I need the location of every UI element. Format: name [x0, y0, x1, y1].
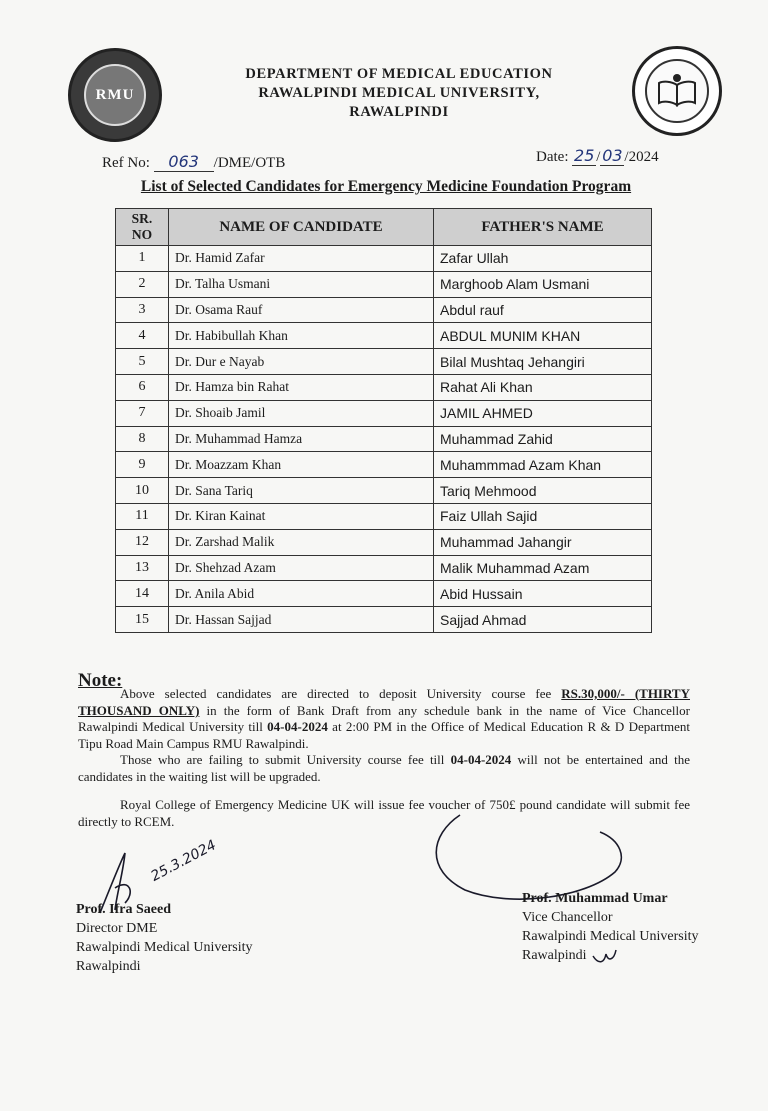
note-text: Above selected candidates are directed to deposit University course fee — [120, 686, 562, 701]
table-row — [116, 349, 652, 375]
director-name: Prof. Ifra Saeed — [76, 902, 171, 917]
fee-amount-words: THOUSAND ONLY) — [78, 703, 200, 718]
candidate-name-cell: Dr. Shoaib Jamil — [169, 400, 434, 426]
candidate-name-cell: Dr. Osama Rauf — [169, 297, 434, 323]
father-name-cell: Sajjad Ahmad — [434, 607, 652, 633]
vc-name: Prof. Muhammad Umar — [522, 891, 668, 906]
header-city: RAWALPINDI — [349, 104, 449, 120]
vc-initial-scribble — [590, 946, 618, 966]
deadline-date: 04-04-2024 — [450, 752, 512, 767]
father-name-cell: Tariq Mehmood — [434, 478, 652, 504]
sr-cell: 5 — [116, 349, 169, 375]
date-month: 03 — [602, 146, 623, 165]
signature-block-director — [76, 900, 253, 976]
handwritten-sign-date: 25.3.2024 — [148, 837, 219, 885]
table-row — [116, 581, 652, 607]
vc-title: Vice Chancellor — [522, 910, 613, 925]
sr-cell: 1 — [116, 246, 169, 272]
candidate-name-cell: Dr. Anila Abid — [169, 581, 434, 607]
candidates-table — [115, 208, 652, 633]
sr-cell: 11 — [116, 503, 169, 529]
father-name-cell: Malik Muhammad Azam — [434, 555, 652, 581]
date-year: /2024 — [624, 149, 659, 165]
vc-city — [522, 946, 699, 966]
table-row — [116, 271, 652, 297]
note-text: Royal College of Emergency Medicine UK will issue fee voucher of 750£ pound candidate will submit fee — [120, 797, 690, 812]
table-row — [116, 323, 652, 349]
candidate-name-cell: Dr. Kiran Kainat — [169, 503, 434, 529]
sr-cell: 14 — [116, 581, 169, 607]
table-row — [116, 246, 652, 272]
header-father-name: FATHER'S NAME — [434, 209, 652, 246]
father-name-cell: JAMIL AHMED — [434, 400, 652, 426]
father-name-cell: Marghoob Alam Usmani — [434, 271, 652, 297]
note-text: will not be entertained and the — [511, 752, 690, 767]
father-name-cell: Abid Hussain — [434, 581, 652, 607]
vc-city-text: Rawalpindi — [522, 948, 587, 964]
table-row — [116, 529, 652, 555]
vc-org: Rawalpindi Medical University — [522, 929, 699, 944]
father-name-cell: Muhammad Jahangir — [434, 529, 652, 555]
document-date: Date: 25 / 03 /2024 — [536, 146, 659, 165]
father-name-cell: Faiz Ullah Sajid — [434, 503, 652, 529]
note-text: in the form of Bank Draft from any schedule bank in the name of Vice Chancellor — [199, 703, 690, 718]
note-paragraph-1-line-2 — [78, 703, 690, 719]
header-sr-no: SR. NO — [116, 209, 169, 246]
note-title: Note: — [78, 670, 123, 691]
table-row — [116, 607, 652, 633]
table-header-row — [116, 209, 652, 246]
sr-cell: 6 — [116, 374, 169, 400]
sr-cell: 15 — [116, 607, 169, 633]
father-name-cell: Abdul rauf — [434, 297, 652, 323]
seal-monogram: RMU — [84, 64, 146, 126]
note-text: at 2:00 PM in the Office of Medical Education R & D Department — [327, 719, 690, 734]
candidate-name-cell: Dr. Hamza bin Rahat — [169, 374, 434, 400]
date-label: Date: — [536, 149, 569, 165]
note-paragraph-3-line-2: directly to RCEM. — [78, 814, 175, 829]
table-row — [116, 297, 652, 323]
father-name-cell: Bilal Mushtaq Jehangiri — [434, 349, 652, 375]
ref-handwritten-number: 063 — [154, 152, 214, 172]
signature-block-vice-chancellor — [522, 889, 699, 966]
father-name-cell: Zafar Ullah — [434, 246, 652, 272]
header-candidate-name: NAME OF CANDIDATE — [169, 209, 434, 246]
candidate-name-cell: Dr. Hamid Zafar — [169, 246, 434, 272]
ref-suffix: /DME/OTB — [213, 155, 286, 171]
sr-cell: 13 — [116, 555, 169, 581]
director-org: Rawalpindi Medical University — [76, 940, 253, 955]
deadline-date: 04-04-2024 — [267, 719, 328, 734]
sr-cell: 4 — [116, 323, 169, 349]
candidate-name-cell: Dr. Habibullah Khan — [169, 323, 434, 349]
note-paragraph-1-line-1 — [78, 686, 690, 702]
fee-amount: RS.30,000/- (THIRTY — [561, 686, 690, 701]
header-university: RAWALPINDI MEDICAL UNIVERSITY, — [258, 85, 540, 101]
candidate-name-cell: Dr. Sana Tariq — [169, 478, 434, 504]
note-paragraph-1-line-4: Tipu Road Main Campus RMU Rawalpindi. — [78, 736, 309, 751]
table-row — [116, 374, 652, 400]
candidate-name-cell: Dr. Zarshad Malik — [169, 529, 434, 555]
father-name-cell: ABDUL MUNIM KHAN — [434, 323, 652, 349]
table-row — [116, 452, 652, 478]
reference-number — [102, 152, 285, 172]
note-paragraph-2-line-1 — [78, 752, 690, 768]
sr-cell: 3 — [116, 297, 169, 323]
candidate-name-cell: Dr. Talha Usmani — [169, 271, 434, 297]
note-paragraph-2-line-2: candidates in the waiting list will be upgraded. — [78, 769, 321, 784]
candidate-name-cell: Dr. Shehzad Azam — [169, 555, 434, 581]
table-row — [116, 555, 652, 581]
candidate-name-cell: Dr. Hassan Sajjad — [169, 607, 434, 633]
note-text: Rawalpindi Medical University till — [78, 719, 268, 734]
sr-cell: 2 — [116, 271, 169, 297]
director-city: Rawalpindi — [76, 959, 141, 974]
table-row — [116, 426, 652, 452]
table-row — [116, 400, 652, 426]
director-title: Director DME — [76, 921, 158, 936]
candidate-name-cell: Dr. Moazzam Khan — [169, 452, 434, 478]
sr-cell: 10 — [116, 478, 169, 504]
father-name-cell: Muhammmad Azam Khan — [434, 452, 652, 478]
father-name-cell: Muhammad Zahid — [434, 426, 652, 452]
date-day: 25 — [574, 146, 595, 165]
sr-cell: 12 — [116, 529, 169, 555]
table-row — [116, 478, 652, 504]
sr-cell: 7 — [116, 400, 169, 426]
candidate-name-cell: Dr. Dur e Nayab — [169, 349, 434, 375]
note-paragraph-1-line-3 — [78, 719, 690, 735]
father-name-cell: Rahat Ali Khan — [434, 374, 652, 400]
table-row — [116, 503, 652, 529]
list-title: List of Selected Candidates for Emergency Medicine Foundation Program — [140, 178, 632, 195]
ref-label: Ref No: — [102, 155, 150, 171]
header-department: DEPARTMENT OF MEDICAL EDUCATION — [245, 66, 553, 82]
note-text: Those who are failing to submit University course fee till — [120, 752, 451, 767]
sr-cell: 9 — [116, 452, 169, 478]
candidate-name-cell: Dr. Muhammad Hamza — [169, 426, 434, 452]
sr-cell: 8 — [116, 426, 169, 452]
